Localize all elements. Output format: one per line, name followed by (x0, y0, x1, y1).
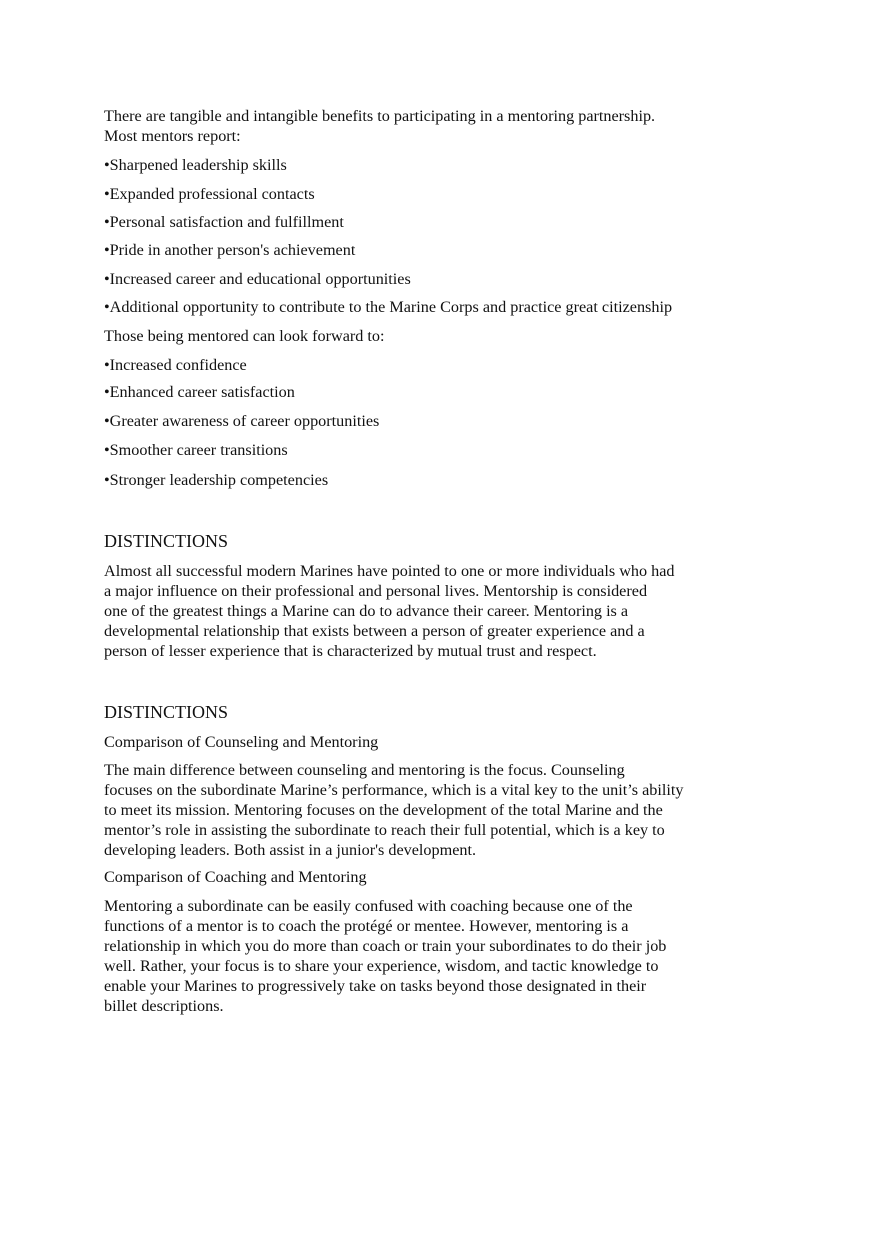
paragraph-line: The main difference between counseling and mentoring is the focus. Counseling (104, 761, 625, 779)
paragraph-line: well. Rather, your focus is to share your experience, wisdom, and tactic knowledge to (104, 957, 659, 975)
mentee-benefit-item: •Stronger leadership competencies (104, 471, 329, 489)
paragraph-line: Mentoring a subordinate can be easily confused with coaching because one of the (104, 897, 633, 915)
mentee-benefit-item: •Greater awareness of career opportunities (104, 412, 380, 430)
paragraph-line: focuses on the subordinate Marine’s performance, which is a vital key to the unit’s ability (104, 781, 684, 799)
coaching-paragraph (104, 896, 764, 1016)
mentor-benefit-item: •Personal satisfaction and fulfillment (104, 213, 344, 231)
paragraph-line: developmental relationship that exists between a person of greater experience and a (104, 622, 645, 640)
paragraph-line: developing leaders. Both assist in a junior's development. (104, 841, 477, 859)
mentor-benefit-item: •Increased career and educational opportunities (104, 270, 411, 288)
paragraph-line: functions of a mentor is to coach the protégé or mentee. However, mentoring is a (104, 917, 629, 935)
paragraph-line: Almost all successful modern Marines have pointed to one or more individuals who had (104, 562, 675, 580)
paragraph-line: billet descriptions. (104, 997, 224, 1015)
mentee-benefit-item: •Increased confidence (104, 356, 247, 374)
subheading-coaching-mentoring: Comparison of Coaching and Mentoring (104, 868, 367, 886)
mentor-benefit-item: •Additional opportunity to contribute to the Marine Corps and practice great citizenship (104, 298, 673, 316)
paragraph-line: relationship in which you do more than coach or train your subordinates to do their job (104, 937, 667, 955)
intro-line-2: Most mentors report: (104, 127, 241, 145)
subheading-counseling-mentoring: Comparison of Counseling and Mentoring (104, 733, 379, 751)
intro-line-1: There are tangible and intangible benefits to participating in a mentoring partnership. (104, 107, 656, 125)
mentee-intro: Those being mentored can look forward to: (104, 327, 385, 345)
paragraph-line: to meet its mission. Mentoring focuses on the development of the total Marine and the (104, 801, 663, 819)
section-heading-distinctions-1: DISTINCTIONS (104, 531, 228, 551)
paragraph-line: mentor’s role in assisting the subordinate to reach their full potential, which is a key to (104, 821, 665, 839)
mentor-benefit-item: •Pride in another person's achievement (104, 241, 356, 259)
mentee-benefit-item: •Enhanced career satisfaction (104, 383, 295, 401)
paragraph-line: a major influence on their professional and personal lives. Mentorship is considered (104, 582, 648, 600)
paragraph-line: person of lesser experience that is characterized by mutual trust and respect. (104, 642, 597, 660)
mentor-benefit-item: •Sharpened leadership skills (104, 156, 287, 174)
distinctions-paragraph (104, 561, 764, 661)
paragraph-line: one of the greatest things a Marine can do to advance their career. Mentoring is a (104, 602, 629, 620)
section-heading-distinctions-2: DISTINCTIONS (104, 702, 228, 722)
mentee-benefit-item: •Smoother career transitions (104, 441, 288, 459)
paragraph-line: enable your Marines to progressively take on tasks beyond those designated in their (104, 977, 647, 995)
counseling-paragraph (104, 760, 764, 860)
mentor-benefit-item: •Expanded professional contacts (104, 185, 315, 203)
